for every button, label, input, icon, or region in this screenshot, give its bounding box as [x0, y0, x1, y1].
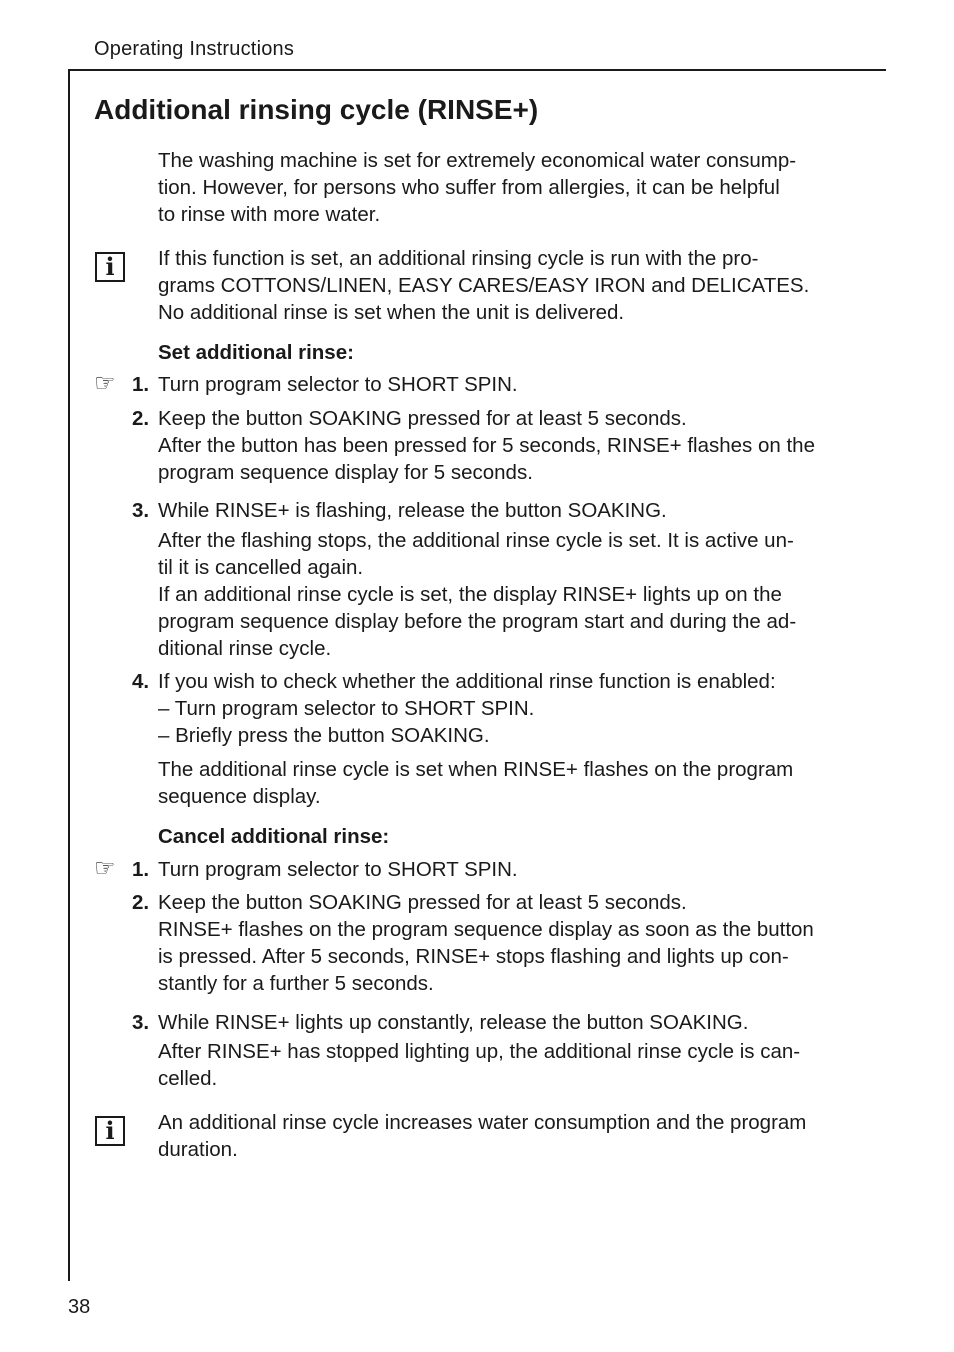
text-line: Turn program selector to SHORT SPIN. — [158, 858, 518, 881]
text-line: grams COTTONS/LINEN, EASY CARES/EASY IRON and DELICATES. — [158, 274, 810, 297]
text-line: After the flashing stops, the additional rinse cycle is set. It is active un- — [158, 529, 794, 552]
text-line: ditional rinse cycle. — [158, 637, 332, 660]
text-line: – Briefly press the button SOAKING. — [158, 724, 490, 747]
set-step-4-followup — [158, 756, 868, 810]
text-line: An additional rinse cycle increases water consumption and the program — [158, 1111, 807, 1134]
header-rule — [68, 69, 886, 71]
text-line: stantly for a further 5 seconds. — [158, 972, 434, 995]
text-line: The washing machine is set for extremely economical water consump- — [158, 149, 797, 172]
text-line: to rinse with more water. — [158, 203, 381, 226]
text-line: The additional rinse cycle is set when RINSE+ flashes on the program — [158, 758, 794, 781]
page-number: 38 — [68, 1296, 91, 1318]
text-line: duration. — [158, 1138, 238, 1161]
text-line: While RINSE+ lights up constantly, release the button SOAKING. — [158, 1011, 749, 1034]
cancel-step-1 — [158, 856, 868, 883]
text-line: If an additional rinse cycle is set, the display RINSE+ lights up on the — [158, 583, 782, 606]
intro-paragraph — [158, 147, 868, 228]
text-line: Turn program selector to SHORT SPIN. — [158, 373, 518, 396]
text-line: tion. However, for persons who suffer from allergies, it can be helpful — [158, 176, 780, 199]
set-step-3 — [158, 497, 868, 524]
text-line: RINSE+ flashes on the program sequence display as soon as the button — [158, 918, 814, 941]
step-number: 4. — [132, 670, 150, 693]
text-line: While RINSE+ is flashing, release the button SOAKING. — [158, 499, 667, 522]
set-step-3-followup — [158, 527, 868, 662]
text-line: is pressed. After 5 seconds, RINSE+ stops flashing and lights up con- — [158, 945, 789, 968]
text-line: program sequence display before the program start and during the ad- — [158, 610, 797, 633]
pointing-hand-icon: ☞ — [94, 854, 116, 882]
text-line: celled. — [158, 1067, 218, 1090]
set-rinse-heading: Set additional rinse: — [158, 341, 354, 364]
step-number: 1. — [132, 858, 150, 881]
info-note-1 — [158, 245, 868, 326]
set-step-1 — [158, 371, 868, 398]
text-line: Keep the button SOAKING pressed for at least 5 seconds. — [158, 891, 687, 914]
text-line: If you wish to check whether the additional rinse function is enabled: — [158, 670, 776, 693]
info-icon: i — [95, 252, 125, 282]
cancel-step-3-followup — [158, 1038, 868, 1092]
text-line: No additional rinse is set when the unit is delivered. — [158, 301, 625, 324]
info-icon: i — [95, 1116, 125, 1146]
set-step-4 — [158, 668, 868, 749]
info-note-2 — [158, 1109, 868, 1163]
text-line: program sequence display for 5 seconds. — [158, 461, 533, 484]
step-number: 3. — [132, 499, 150, 522]
cancel-step-3 — [158, 1009, 868, 1036]
text-line: After the button has been pressed for 5 seconds, RINSE+ flashes on the — [158, 434, 815, 457]
set-step-2 — [158, 405, 868, 486]
pointing-hand-icon: ☞ — [94, 369, 116, 397]
page-title: Additional rinsing cycle (RINSE+) — [94, 94, 539, 125]
text-line: – Turn program selector to SHORT SPIN. — [158, 697, 535, 720]
text-line: If this function is set, an additional rinsing cycle is run with the pro- — [158, 247, 759, 270]
text-line: til it is cancelled again. — [158, 556, 364, 579]
text-line: sequence display. — [158, 785, 321, 808]
cancel-rinse-heading: Cancel additional rinse: — [158, 825, 390, 848]
step-number: 2. — [132, 891, 150, 914]
text-line: Keep the button SOAKING pressed for at least 5 seconds. — [158, 407, 687, 430]
step-number: 1. — [132, 373, 150, 396]
step-number: 3. — [132, 1011, 150, 1034]
margin-rule — [68, 69, 70, 1281]
text-line: After RINSE+ has stopped lighting up, the additional rinse cycle is can- — [158, 1040, 801, 1063]
step-number: 2. — [132, 407, 150, 430]
running-header: Operating Instructions — [94, 38, 295, 60]
cancel-step-2 — [158, 889, 868, 997]
